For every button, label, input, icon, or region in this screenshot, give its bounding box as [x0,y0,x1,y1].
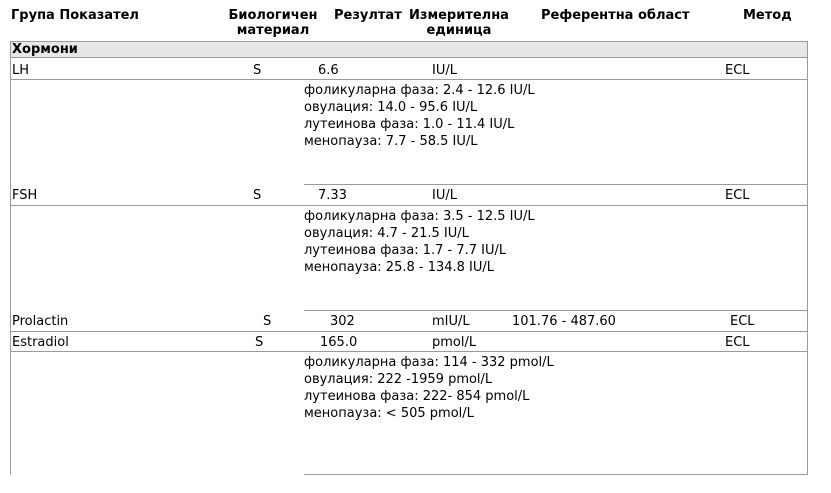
ref-line: менопауза: < 505 pmol/L [304,406,474,421]
header-reference: Референтна област [541,8,690,23]
table-left-border [10,58,11,475]
group-band [10,41,808,58]
row-prolactin-unit: mIU/L [432,314,470,329]
ref-line: менопауза: 25.8 - 134.8 IU/L [304,260,495,275]
row-prolactin-name: Prolactin [12,314,69,329]
row-estradiol-result: 165.0 [320,335,358,350]
row-lh-unit: IU/L [432,63,457,78]
header-result: Резултат [334,8,402,23]
ref-line: фоликуларна фаза: 2.4 - 12.6 IU/L [304,83,535,98]
row-lh-method: ECL [725,63,750,78]
header-unit-line1: Измерителна [409,8,509,23]
row-prolactin-result: 302 [330,314,355,329]
header-bio-material [220,8,326,38]
ref-line: лутеинова фаза: 1.0 - 11.4 IU/L [304,117,515,132]
row-prolactin-method: ECL [730,314,755,329]
row-fsh-method: ECL [725,188,750,203]
row-estradiol-ref-block [304,354,554,422]
row-prolactin-divider [10,331,808,332]
header-group-indicator: Група Показател [11,8,139,23]
row-lh-ref-block [304,82,535,150]
row-fsh-material: S [253,188,262,203]
row-estradiol-material: S [255,335,264,350]
row-estradiol-divider [10,351,808,352]
row-fsh-ref-block [304,208,535,276]
header-bio-material-line2: материал [236,23,310,38]
group-title: Хормони [12,42,78,57]
ref-line: лутеинова фаза: 222- 854 pmol/L [304,389,530,404]
row-fsh-ref-underline [304,310,808,311]
ref-line: фоликуларна фаза: 3.5 - 12.5 IU/L [304,209,535,224]
row-lh-divider [10,79,808,80]
row-fsh-result: 7.33 [318,188,347,203]
row-estradiol-name: Estradiol [12,335,69,350]
header-method: Метод [743,8,792,23]
row-fsh-divider [10,205,808,206]
ref-line: овулация: 222 -1959 pmol/L [304,372,493,387]
row-lh-material: S [253,63,262,78]
header-unit-line2: единица [426,23,492,38]
row-lh-result: 6.6 [318,63,339,78]
ref-line: овулация: 14.0 - 95.6 IU/L [304,100,478,115]
row-estradiol-unit: pmol/L [432,335,477,350]
ref-line: менопауза: 7.7 - 58.5 IU/L [304,134,478,149]
ref-line: овулация: 4.7 - 21.5 IU/L [304,226,469,241]
row-fsh-unit: IU/L [432,188,457,203]
row-prolactin-material: S [263,314,272,329]
row-lh-ref-underline [304,184,808,185]
ref-line: фоликуларна фаза: 114 - 332 pmol/L [304,355,554,370]
row-estradiol-method: ECL [725,335,750,350]
header-bio-material-line1: Биологичен [228,8,318,23]
row-lh-name: LH [12,63,30,78]
ref-line: лутеинова фаза: 1.7 - 7.7 IU/L [304,243,507,258]
table-right-border [807,58,808,475]
header-unit [404,8,514,38]
row-prolactin-reference: 101.76 - 487.60 [512,314,616,329]
row-estradiol-ref-underline [304,474,808,475]
row-fsh-name: FSH [12,188,38,203]
